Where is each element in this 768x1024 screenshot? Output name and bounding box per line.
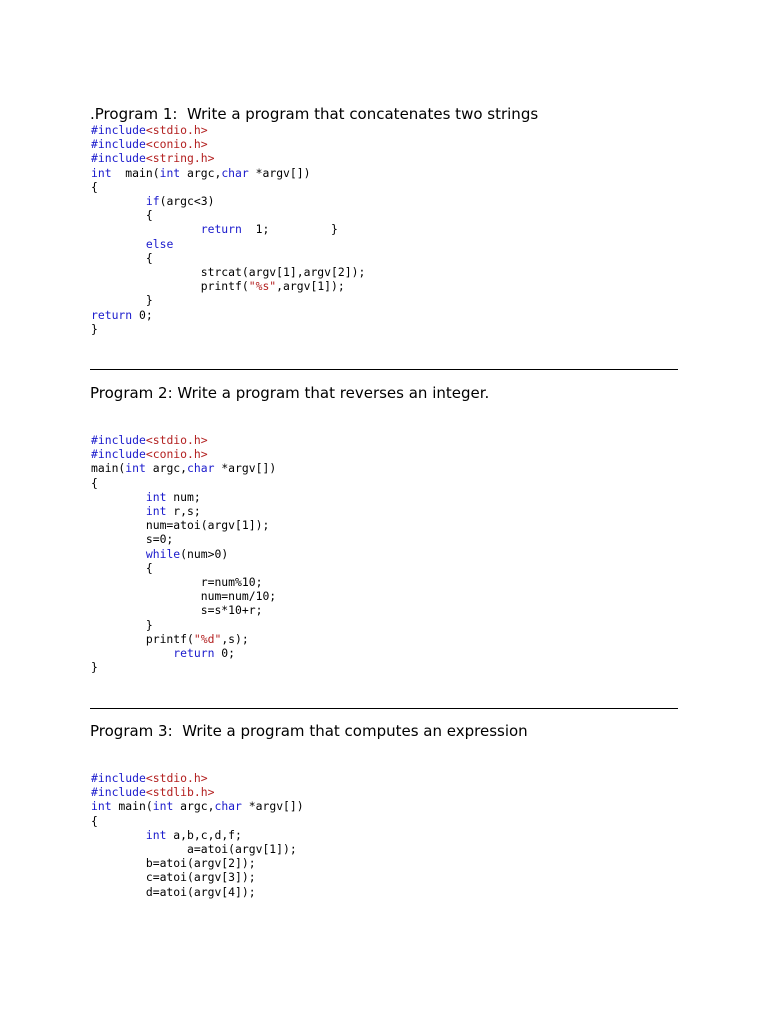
code-token: char xyxy=(214,799,242,814)
code-line xyxy=(91,885,256,899)
code-token: #include xyxy=(91,123,146,137)
code-line xyxy=(91,589,276,603)
code-line xyxy=(91,547,228,561)
code-token: int xyxy=(145,504,167,519)
code-line xyxy=(91,123,208,137)
code-token: <stdio.h> xyxy=(145,123,208,137)
code-line xyxy=(91,194,214,208)
code-token: <stdlib.h> xyxy=(145,785,215,800)
code-line xyxy=(91,603,262,617)
code-token: int xyxy=(159,165,181,180)
code-token xyxy=(91,547,146,561)
code-token: } xyxy=(91,660,98,675)
code-token: char xyxy=(187,461,215,476)
code-token: c=atoi(argv[3]); xyxy=(91,870,256,885)
code-line xyxy=(91,490,201,504)
code-line xyxy=(91,308,153,322)
code-token: if xyxy=(145,194,160,209)
program-2-code xyxy=(91,433,276,674)
code-line xyxy=(91,137,208,151)
code-token: else xyxy=(145,236,174,251)
code-token: } xyxy=(91,293,153,308)
code-token: #include xyxy=(91,151,146,166)
code-token: 1; } xyxy=(241,222,338,237)
code-line xyxy=(91,814,98,828)
code-token: <string.h> xyxy=(145,151,215,166)
code-line xyxy=(91,208,153,222)
code-line xyxy=(91,646,235,660)
code-line xyxy=(91,660,98,674)
code-line xyxy=(91,251,153,265)
code-line xyxy=(91,618,153,632)
code-token: main( xyxy=(91,461,126,476)
code-line xyxy=(91,322,98,336)
code-token: { xyxy=(91,208,153,223)
code-token: *argv[]) xyxy=(241,799,304,814)
code-token: main( xyxy=(111,165,160,180)
code-token: <conio.h> xyxy=(145,137,208,152)
code-line xyxy=(91,575,262,589)
code-line xyxy=(91,476,98,490)
code-token: ,s); xyxy=(221,631,249,646)
code-line xyxy=(91,870,256,884)
code-token: s=s*10+r; xyxy=(91,603,263,618)
code-line xyxy=(91,237,173,251)
code-token: num; xyxy=(166,489,201,504)
code-line xyxy=(91,461,276,475)
code-line xyxy=(91,771,208,785)
code-line xyxy=(91,447,208,461)
code-token: return xyxy=(173,646,215,661)
code-token: (argc<3) xyxy=(159,194,215,209)
code-token: { xyxy=(91,813,98,828)
code-line xyxy=(91,532,173,546)
program-1-title: .Program 1: Write a program that concatenates two strings xyxy=(90,105,539,123)
code-token: char xyxy=(221,165,249,180)
code-line xyxy=(91,799,304,813)
code-token: strcat(argv[1],argv[2]); xyxy=(91,265,366,280)
code-token: *argv[]) xyxy=(214,461,277,476)
code-token: "%s" xyxy=(248,279,277,294)
code-token: #include xyxy=(91,137,146,152)
code-line xyxy=(91,433,208,447)
program-2-title: Program 2: Write a program that reverses an integer. xyxy=(90,384,490,402)
code-token: argc, xyxy=(180,165,222,180)
code-line xyxy=(91,222,338,236)
code-token: <conio.h> xyxy=(145,447,208,462)
program-3-title: Program 3: Write a program that computes an expression xyxy=(90,722,528,740)
code-token xyxy=(91,237,146,251)
code-token: ,argv[1]); xyxy=(276,279,345,294)
code-token: printf( xyxy=(91,631,194,646)
code-line xyxy=(91,166,311,180)
code-token: int xyxy=(125,461,146,476)
code-token xyxy=(91,490,146,504)
code-token: #include xyxy=(91,433,146,447)
code-token: } xyxy=(91,617,153,632)
code-token: a=atoi(argv[1]); xyxy=(91,842,297,857)
section-divider xyxy=(90,369,678,370)
code-token: int xyxy=(91,799,112,814)
code-line xyxy=(91,785,214,799)
code-token: { xyxy=(91,475,98,490)
code-line xyxy=(91,279,345,293)
code-token: b=atoi(argv[2]); xyxy=(91,856,256,871)
code-token: num=atoi(argv[1]); xyxy=(91,518,270,533)
code-line xyxy=(91,518,269,532)
code-token: a,b,c,d,f; xyxy=(166,827,242,842)
code-line xyxy=(91,180,98,194)
code-token: *argv[]) xyxy=(248,165,311,180)
code-token: argc, xyxy=(173,799,215,814)
code-token xyxy=(91,504,146,518)
code-line xyxy=(91,842,297,856)
code-token: return xyxy=(200,222,242,237)
code-token: num=num/10; xyxy=(91,589,277,604)
code-token: printf( xyxy=(91,279,249,294)
code-token: r=num%10; xyxy=(91,575,263,590)
code-token: #include xyxy=(91,447,146,462)
code-line xyxy=(91,504,201,518)
code-line xyxy=(91,293,153,307)
code-token: d=atoi(argv[4]); xyxy=(91,884,256,899)
program-1-code xyxy=(91,123,365,336)
code-token: int xyxy=(145,827,167,842)
code-token xyxy=(91,194,146,208)
code-line xyxy=(91,856,256,870)
code-line xyxy=(91,632,249,646)
code-token: 0; xyxy=(132,307,153,322)
code-token: { xyxy=(91,179,98,194)
code-token xyxy=(91,646,173,660)
code-token: int xyxy=(152,799,174,814)
code-line xyxy=(91,265,365,279)
code-token: { xyxy=(91,250,153,265)
code-token: #include xyxy=(91,785,146,800)
code-line xyxy=(91,151,214,165)
code-token: 0; xyxy=(214,646,236,661)
code-token: argc, xyxy=(145,461,188,476)
code-token: "%d" xyxy=(193,631,222,646)
code-token: } xyxy=(91,321,98,336)
code-token: #include xyxy=(91,771,146,785)
code-token: int xyxy=(145,489,167,504)
code-token: <stdio.h> xyxy=(145,433,208,447)
code-token: main( xyxy=(111,799,153,814)
code-token: int xyxy=(91,165,112,180)
code-token: return xyxy=(91,307,133,322)
code-token: (num>0) xyxy=(180,546,229,561)
code-line xyxy=(91,561,153,575)
code-token: { xyxy=(91,560,153,575)
code-token: <stdio.h> xyxy=(145,771,208,785)
code-token: r,s; xyxy=(166,504,201,519)
code-line xyxy=(91,828,242,842)
code-token xyxy=(91,222,201,236)
code-token xyxy=(91,828,146,842)
program-3-code xyxy=(91,771,304,899)
section-divider xyxy=(90,708,678,709)
code-token: while xyxy=(145,546,181,561)
code-token: s=0; xyxy=(91,532,174,547)
